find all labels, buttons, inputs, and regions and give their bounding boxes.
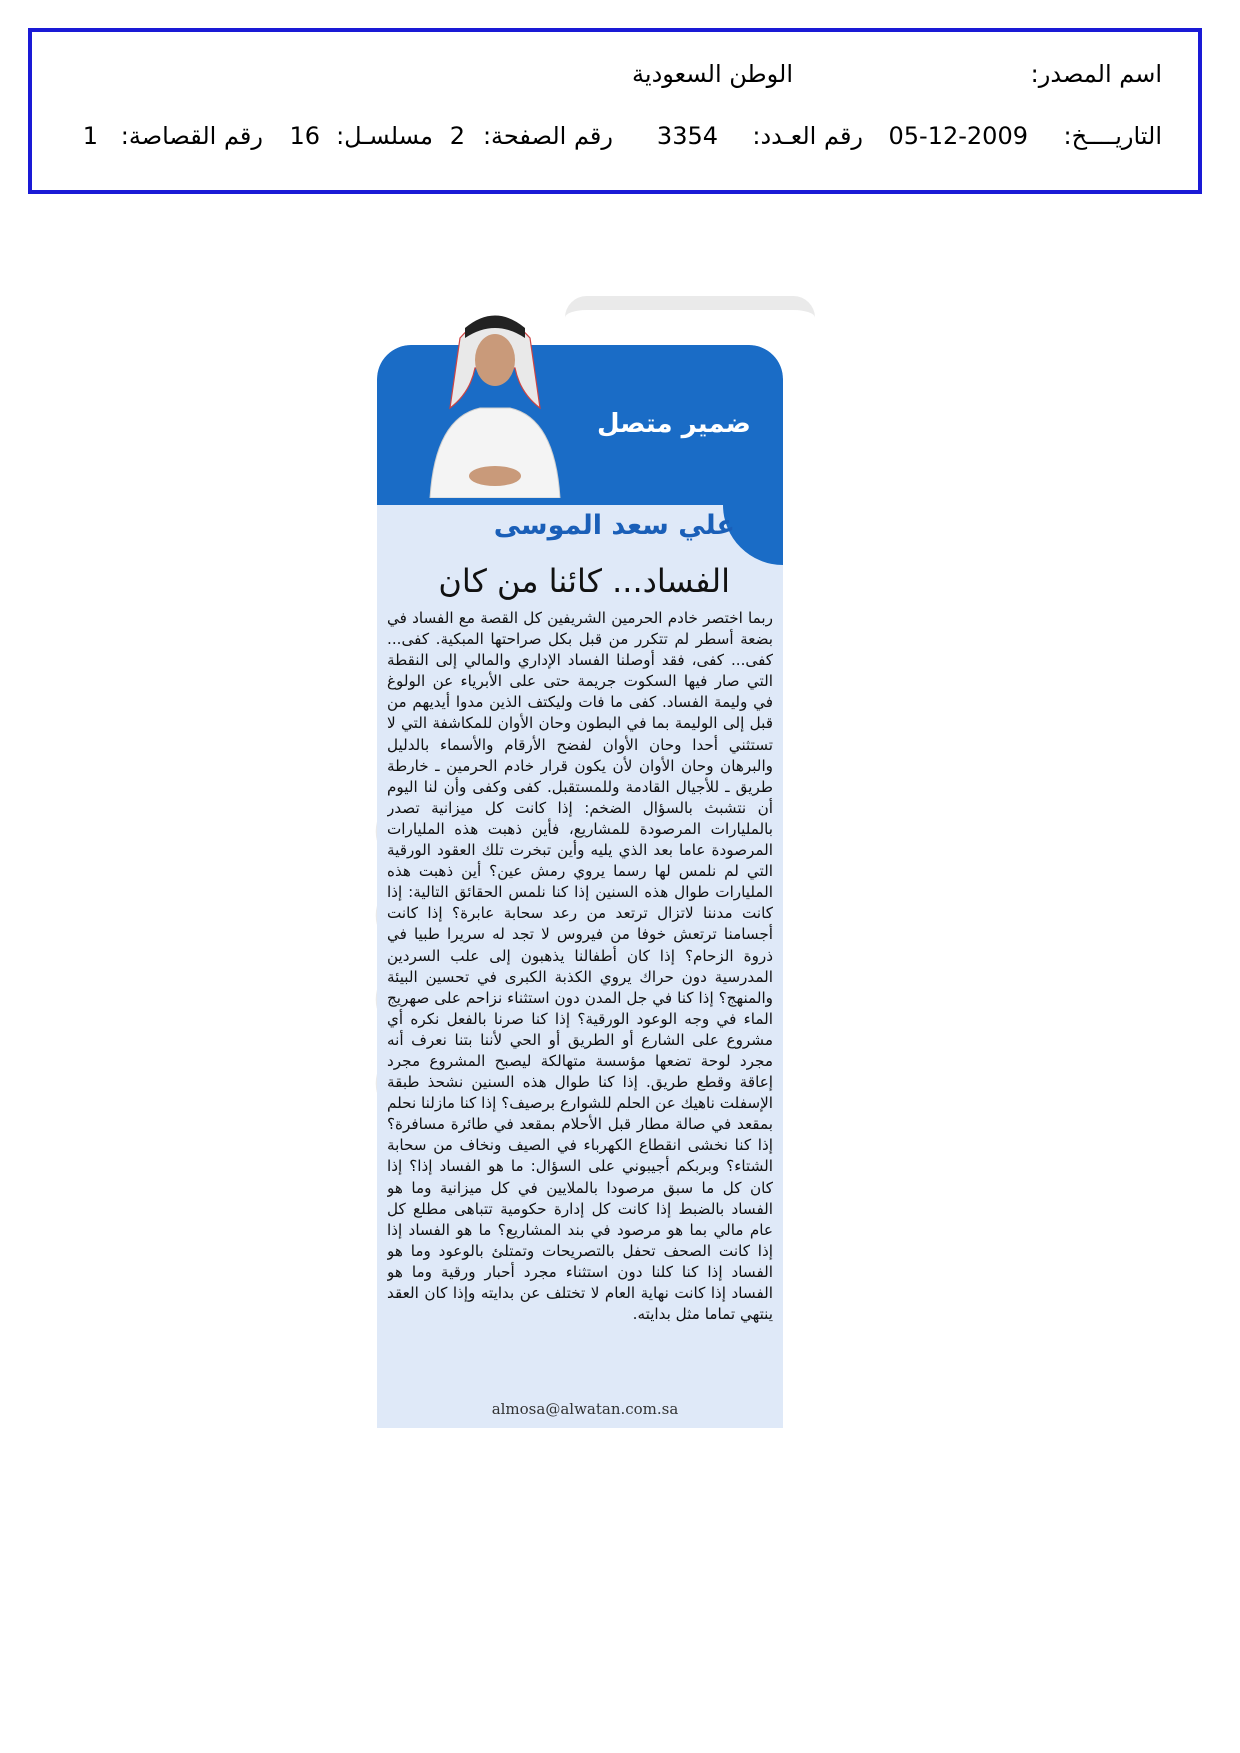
issue-label: رقم العـدد: [752, 122, 863, 150]
column-title: ضمير متصل [597, 409, 751, 439]
source-label: اسم المصدر: [1030, 60, 1162, 88]
author-portrait-image [420, 298, 570, 498]
source-value: الوطن السعودية [632, 60, 793, 88]
clipping-metadata-box [28, 28, 1202, 194]
clipping-label: رقم القصاصة: [120, 122, 263, 150]
date-label: التاريــــخ: [1063, 122, 1162, 150]
serial-label: مسلسـل: [336, 122, 433, 150]
date-value: 05-12-2009 [888, 122, 1028, 150]
metadata-row-source [32, 60, 1198, 100]
serial-value: 16 [289, 122, 320, 150]
clipping-value: 1 [82, 122, 98, 150]
watermark-stamp-top [565, 296, 815, 350]
metadata-row-details [32, 122, 1198, 162]
article-headline: الفساد... كائنا من كان [438, 562, 730, 600]
page-label: رقم الصفحة: [482, 122, 613, 150]
issue-value: 3354 [656, 122, 718, 150]
author-email: almosa@alwatan.com.sa [491, 1400, 679, 1418]
author-name: علي سعد الموسى [493, 510, 735, 541]
page-value: 2 [449, 122, 465, 150]
article-body: ربما اختصر خادم الحرمين الشريفين كل القصة مع الفساد في بضعة أسطر لم تتكرر من قبل بكل صراحتها المبكية. كفى... كفى... كفى، فقد أوصلنا الفساد الإداري والمالي إلى النقطة التي صار فيها السكوت جريمة حتى على الأبرياء عن الولوغ في وليمة الفساد. كفى ما فات وليكتف الذين مدوا أيديهم من قبل إلى الوليمة بما في البطون وحان الأوان للمكاشفة التي لا تستثني أحدا وحان الأوان لفضح الأرقام والأسماء بالدليل والبرهان وحان الأوان لأن يكون قرار خادم الحرمين ـ خارطة طريق ـ للأجيال القادمة وللمستقبل. كفى وكفى وأن لنا اليوم أن نتشبث بالسؤال الضخم: إذا كانت كل ميزانية تصدر بالمليارات المرصودة للمشاريع، فأين ذهبت هذه المليارات المرصودة عاما بعد الذي يليه وأين تبخرت تلك العقود الورقية التي لم نلمس لها رسما يروي رمش عين؟ أين ذهبت هذه المليارات طوال هذه السنين إذا كنا نلمس الحقائق التالية: إذا كانت مدننا لاتزال ترتعد من رعد سحابة عابرة؟ إذا كانت أجسامنا ترتعش خوفا من فيروس لا تجد له سريرا طبيا في ذروة الزحام؟ إذا كان أطفالنا يذهبون إلى علب السردين المدرسية دون حراك يروي الكذبة الكبرى في تحسين البيئة والمنهج؟ إذا كنا في جل المدن دون استثناء نزاحم على صهريج الماء في وجه الوعود الورقية؟ إذا كنا صرنا بالفعل نكره أي مشروع على الشارع أو الطريق أو الحي لأننا بتنا نعرف أنه مجرد لوحة تضعها مؤسسة متهالكة ليصبح المشروع مجرد إعاقة وقطع طريق. إذا كنا طوال هذه السنين نشحذ طبقة الإسفلت ناهيك عن الحلم للشوارع برصيف؟ إذا كنا مازلنا نحلم بمقعد في صالة مطار قبل الأحلام بمقعد في طائرة مسافرة؟ إذا كنا نخشى انقطاع الكهرباء في الصيف ونخاف من سحابة الشتاء؟ وبربكم أجيبوني على السؤال: ما هو الفساد إذا؟ إذا كان كل ما سبق مرصودا بالملايين في كل ميزانية وما هو الفساد بالضبط إذا كانت كل إدارة حكومية تتباهى مطلع كل عام مالي بما هو مرصود في بند المشاريع؟ ما هو الفساد إذا إذا كانت الصحف تحفل بالتصريحات وتمتلئ بالوعود وما هو الفساد إذا كنا كلنا دون استثناء مجرد أحبار ورقية وما هو الفساد إذا كانت نهاية العام لا تختلف عن بدايته وإذا كان العقد ينتهي تماما مثل بدايته. [387, 609, 773, 1324]
